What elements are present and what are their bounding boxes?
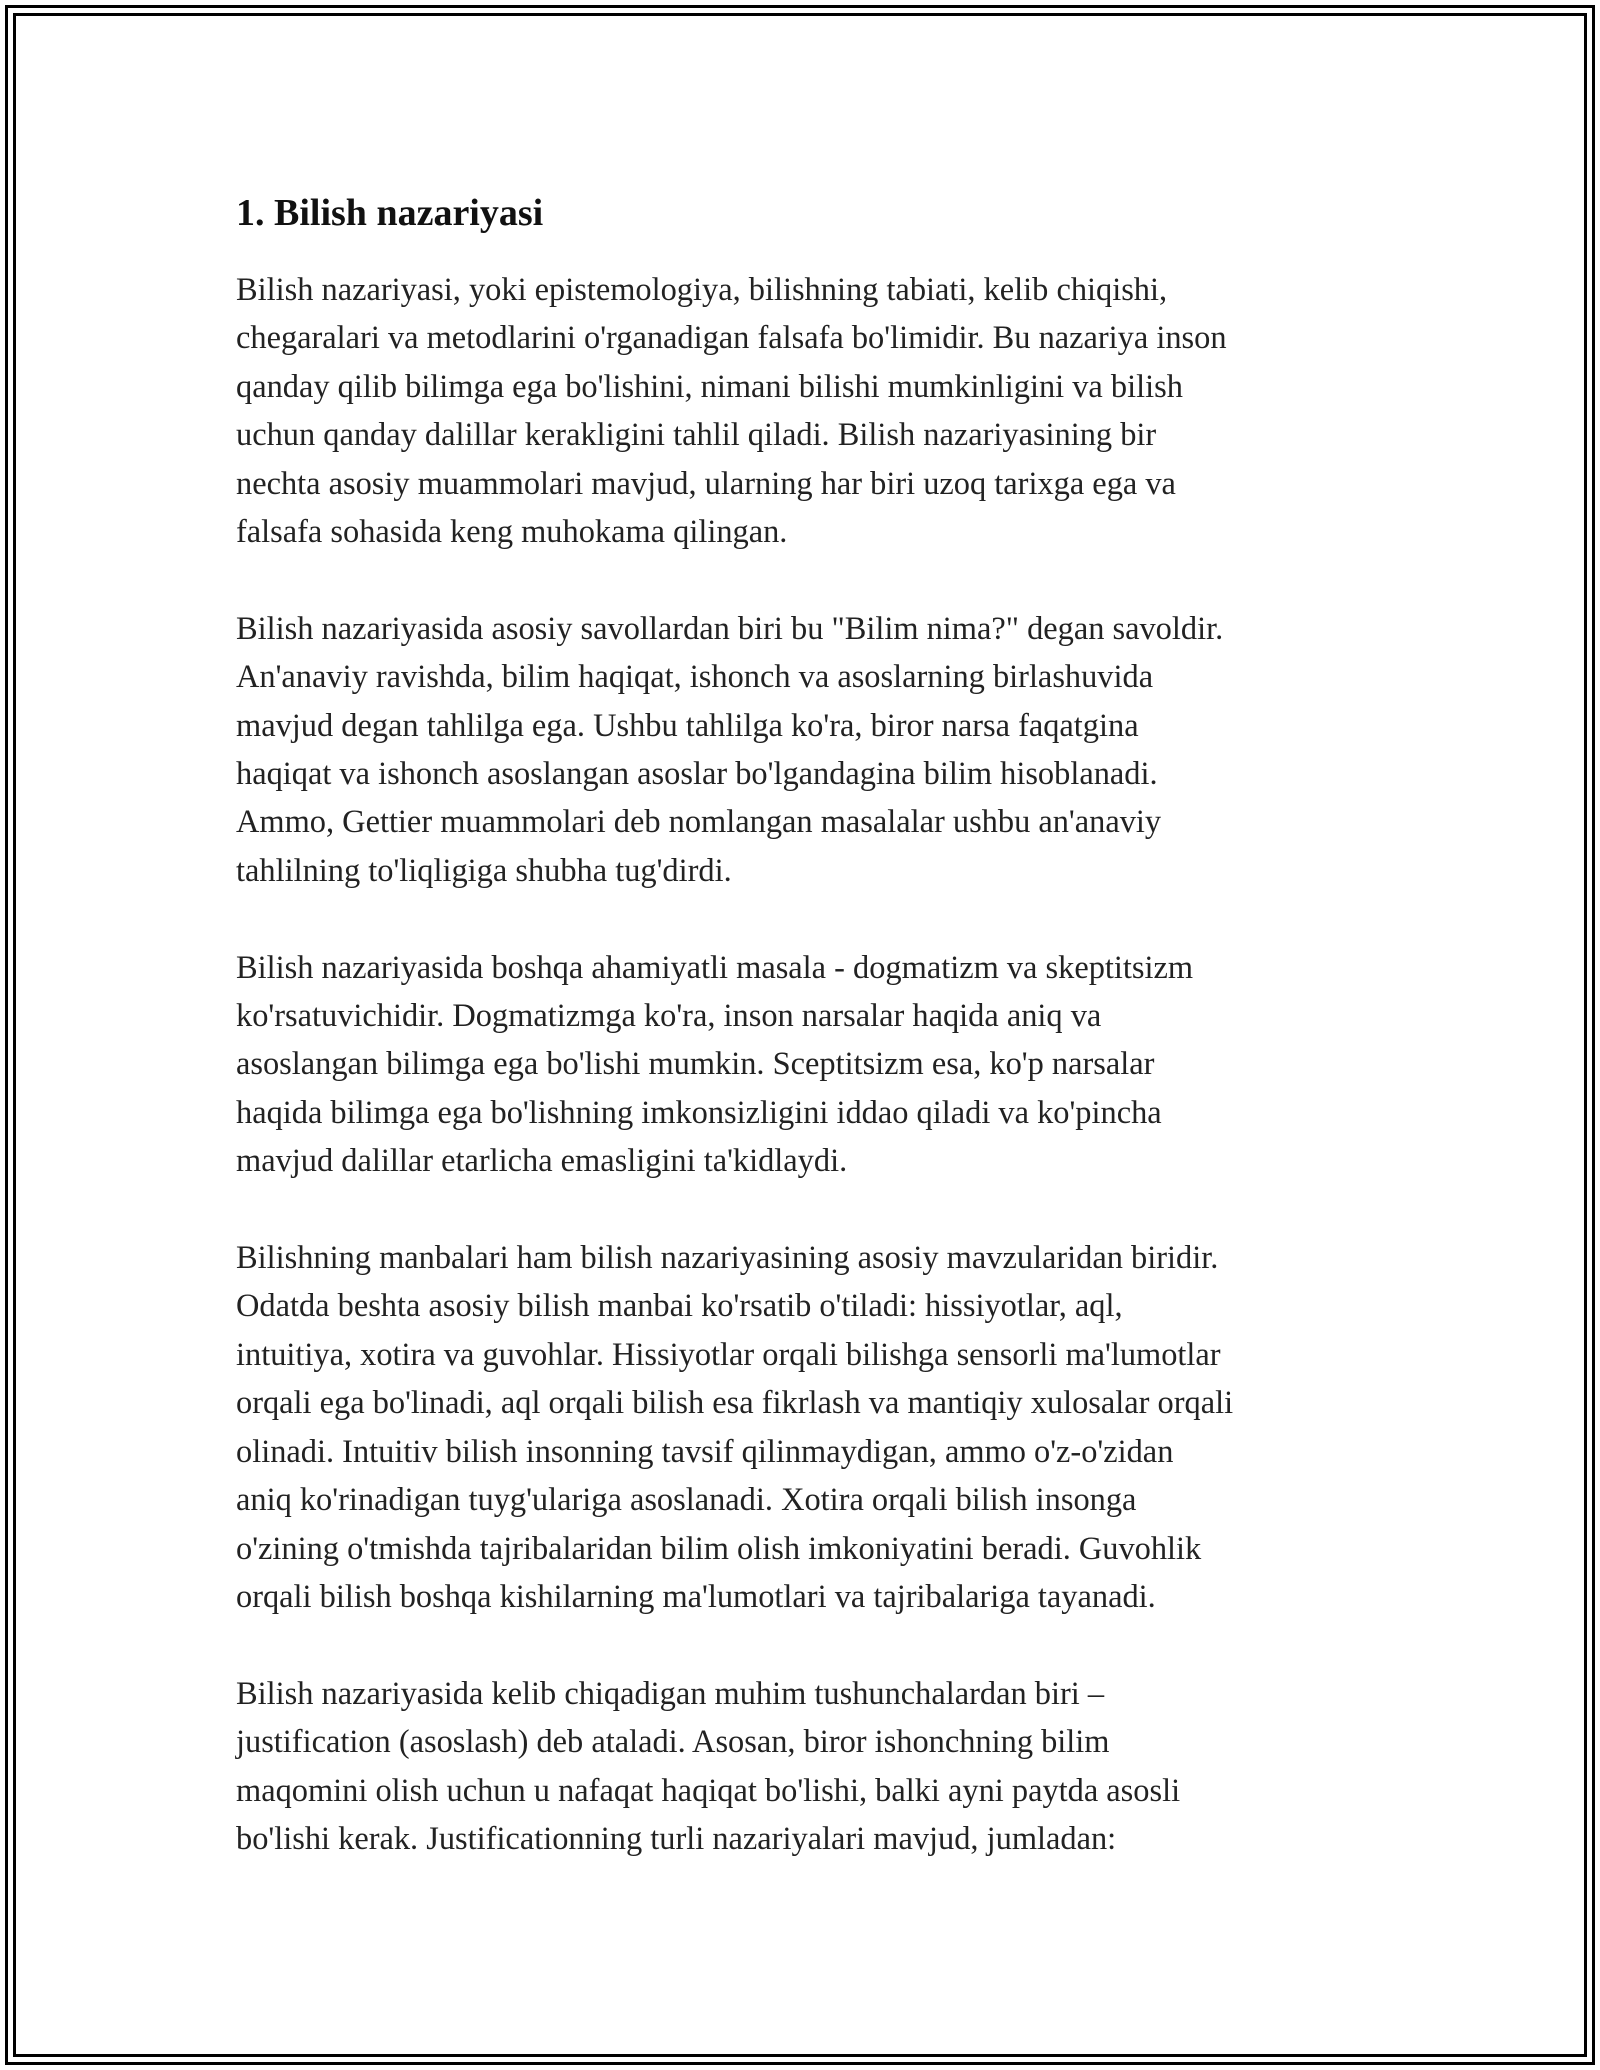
paragraph-dogmatism-skepticism: Bilish nazariyasida boshqa ahamiyatli masala - dogmatizm va skeptitsizm ko'rsatuvichidir. Dogmatizmga ko'ra, inson narsalar haqida aniq va asoslangan bilimga ega bo'lishi mumkin. Sceptitsizm esa, ko'p narsalar haqida bilimga ega bo'lishning imkonsizligini iddao qiladi va ko'pincha mavjud dalillar etarlicha emasligini ta'kidlaydi. (236, 949, 1194, 1180)
document-body (236, 188, 1366, 1912)
paragraph-sources-of-knowledge: Bilishning manbalari ham bilish nazariyasining asosiy mavzularidan biridir. Odatda beshta asosiy bilish manbai ko'rsatib o'tiladi: hissiyotlar, aql, intuitiya, xotira va guvohlar. Hissiyotlar orqali bilishga sensorli ma'lumotlar orqali ega bo'linadi, aql orqali bilish esa fikrlash va mantiqiy xulosalar orqali olinadi. Intuitiv bilish insonning tavsif qilinmaydigan, ammo o'z-o'zidan aniq ko'rinadigan tuyg'ulariga asoslanadi. Xotira orqali bilish insonga o'zining o'tmishda tajribalaridan bilim olish imkoniyatini beradi. Guvohlik orqali bilish boshqa kishilarning ma'lumotlari va tajribalariga tayanadi. (236, 1240, 1234, 1615)
paragraph-epistemology-definition: Bilish nazariyasi, yoki epistemologiya, bilishning tabiati, kelib chiqishi, chegaralari va metodlarini o'rganadigan falsafa bo'limidir. Bu nazariya inson qanday qilib bilimga ega bo'lishini, nimani bilishi mumkinligini va bilish uchun qanday dalillar kerakligini tahlil qiladi. Bilish nazariyasining bir nechta asosiy muammolari mavjud, ularning har biri uzoq tarixga ega va falsafa sohasida keng muhokama qilingan. (236, 272, 1227, 551)
section-title: 1. Bilish nazariyasi (236, 192, 544, 234)
paragraph-what-is-knowledge: Bilish nazariyasida asosiy savollardan biri bu "Bilim nima?" degan savoldir. An'anaviy ravishda, bilim haqiqat, ishonch va asoslarning birlashuvida mavjud degan tahlilga ega. Ushbu tahlilga ko'ra, biror narsa faqatgina haqiqat va ishonch asoslangan asoslar bo'lgandagina bilim hisoblanadi. Ammo, Gettier muammolari deb nomlangan masalalar ushbu an'anaviy tahlilning to'liqligiga shubha tug'dirdi. (236, 610, 1224, 889)
paragraph-justification: Bilish nazariyasida kelib chiqadigan muhim tushunchalardan biri – justification (asoslash) deb ataladi. Asosan, biror ishonchning bilim maqomini olish uchun u nafaqat haqiqat bo'lishi, balki ayni paytda asosli bo'lishi kerak. Justificationning turli nazariyalari mavjud, jumladan: (236, 1675, 1181, 1857)
